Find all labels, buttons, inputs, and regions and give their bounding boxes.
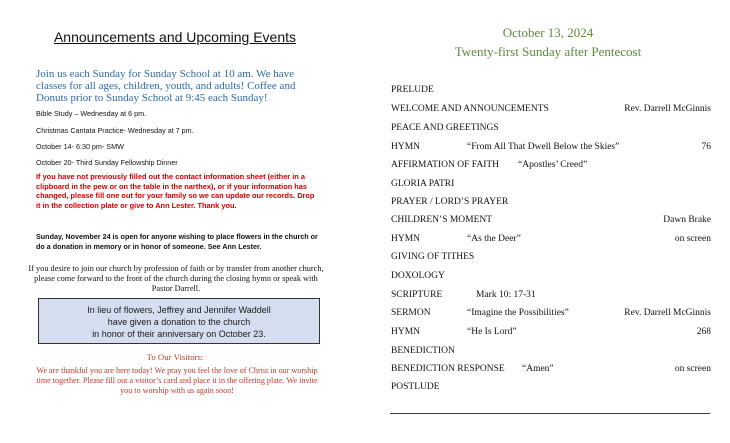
order-leader: Rev. Darrell McGinnis <box>624 104 711 114</box>
bottom-divider <box>390 413 710 414</box>
order-detail: “Imagine the Possibilities” <box>467 308 569 318</box>
order-row <box>391 85 711 98</box>
sunday-school-notice: Join us each Sunday for Sunday School at 10 am. We have classes for all ages, children, youth, and adults! Coffee and Donuts prior to Sunday School at 9:45 each Sunday! <box>36 68 296 104</box>
event-cantata-practice: Christmas Cantata Practice- Wednesday at 7 pm. <box>36 126 194 135</box>
order-leader: Rev. Darrell McGinnis <box>624 308 711 318</box>
hymn-number: on screen <box>674 234 711 244</box>
order-item: CHILDREN’S MOMENT <box>391 215 493 225</box>
donation-line: in honor of their anniversary on October 23. <box>92 329 266 339</box>
order-row <box>391 142 711 155</box>
order-detail: “As the Deer” <box>467 234 521 244</box>
order-row <box>391 252 711 265</box>
contact-info-notice: If you have not previously filled out the contact information sheet (either in a clipboard in the pew or on the table in the narthex), or if your information has changed, please fill one out for your family so we can update our records. Drop it in the collection plate or give to Ann Lester. Thank you. <box>36 172 315 210</box>
order-item: HYMN <box>391 142 421 152</box>
order-detail: “Apostles’ Creed” <box>518 160 588 170</box>
order-detail: “From All That Dwell Below the Skies” <box>467 142 620 152</box>
donation-line: have given a donation to the church <box>107 317 251 327</box>
order-row <box>391 234 711 247</box>
order-row <box>391 308 711 321</box>
order-item: HYMN <box>391 234 421 244</box>
visitors-text: We are thankful you are here today! We pray you feel the love of Christ in our worship time together. Please fill out a visitor’s card and place it in the offering plate. We invite you to worship with us again soon! <box>36 366 318 395</box>
order-detail: Mark 10: 17-31 <box>476 290 536 300</box>
order-row <box>391 104 711 117</box>
order-row <box>391 160 711 173</box>
order-detail: “Amen” <box>522 364 554 374</box>
flowers-notice: Sunday, November 24 is open for anyone wishing to place flowers in the church or do a donation in memory or in honor of someone. See Ann Lester. <box>36 232 318 251</box>
donation-line: In lieu of flowers, Jeffrey and Jennifer Waddell <box>87 305 271 315</box>
hymn-number: 76 <box>701 142 711 152</box>
liturgical-sunday: Twenty-first Sunday after Pentecost <box>454 44 642 59</box>
order-item: GIVING OF TITHES <box>391 252 475 262</box>
order-row <box>391 179 711 192</box>
order-row <box>391 290 711 303</box>
order-row <box>391 197 711 210</box>
order-item: WELCOME AND ANNOUNCEMENTS <box>391 104 549 114</box>
order-item: BENEDICTION <box>391 346 455 356</box>
order-item: SCRIPTURE <box>391 290 443 300</box>
visitors-heading: To Our Visitors: <box>146 352 204 362</box>
event-bible-study: Bible Study – Wednesday at 6 pm. <box>36 109 147 118</box>
hymn-number: on screen <box>674 364 711 374</box>
order-item: SERMON <box>391 308 431 318</box>
order-leader: Dawn Brake <box>663 215 711 225</box>
order-row <box>391 215 711 228</box>
order-row <box>391 123 711 136</box>
event-fellowship-dinner: October 20- Third Sunday Fellowship Dinner <box>36 158 178 167</box>
service-date: October 13, 2024 <box>502 25 594 40</box>
order-item: HYMN <box>391 327 421 337</box>
event-smw: October 14- 6:30 pm- SMW <box>36 142 124 151</box>
order-row <box>391 382 711 395</box>
order-item: PEACE AND GREETINGS <box>391 123 499 133</box>
order-item: BENEDICTION RESPONSE <box>391 364 505 374</box>
membership-notice: If you desire to join our church by profession of faith or by transfer from another church, please come forward to the front of the church during the closing hymn or speak with Pastor Darrell. <box>28 264 324 293</box>
order-row <box>391 364 711 377</box>
order-row <box>391 327 711 340</box>
order-item: PRAYER / LORD’S PRAYER <box>391 197 509 207</box>
order-row <box>391 346 711 359</box>
hymn-number: 268 <box>696 327 711 337</box>
order-item: GLORIA PATRI <box>391 179 455 189</box>
order-row <box>391 271 711 284</box>
donation-box <box>38 298 320 344</box>
order-detail: “He Is Lord” <box>467 327 517 337</box>
order-item: PRELUDE <box>391 85 434 95</box>
order-item: POSTLUDE <box>391 382 440 392</box>
order-item: AFFIRMATION OF FAITH <box>391 160 500 170</box>
order-item: DOXOLOGY <box>391 271 445 281</box>
announcements-title: Announcements and Upcoming Events <box>53 29 297 45</box>
